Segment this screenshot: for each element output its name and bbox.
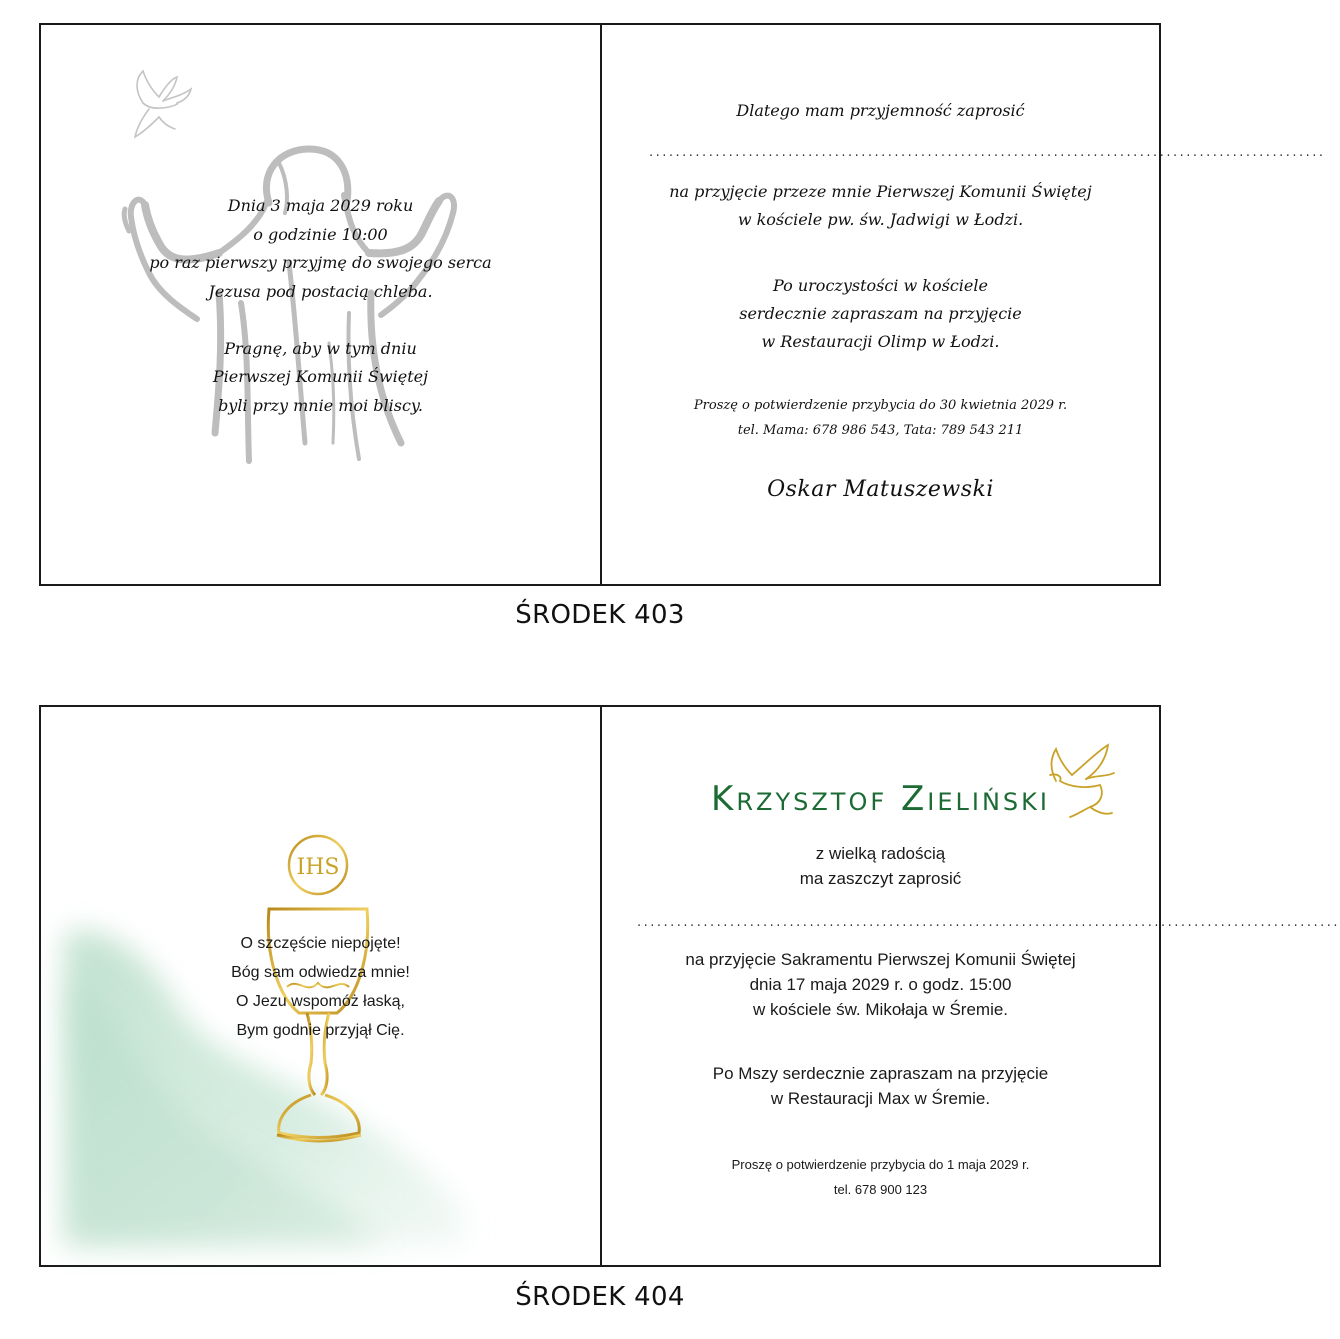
event-line: w kościele pw. św. Jadwigi w Łodzi.	[737, 210, 1024, 229]
event-text	[602, 947, 1159, 1022]
invite-intro-line: Dlatego mam przyjemność zaprosić	[736, 101, 1025, 120]
event-line: dnia 17 maja 2029 r. o godz. 15:00	[749, 975, 1012, 994]
rsvp-line: tel. Mama: 678 986 543, Tata: 789 543 211	[737, 423, 1024, 438]
card-404-right-panel	[602, 707, 1340, 1265]
poem-text	[41, 929, 600, 1045]
ceremony-line: Pierwszej Komunii Świętej	[212, 367, 429, 386]
invite-intro-line: z wielką radością	[815, 844, 946, 863]
rsvp-text	[602, 393, 1159, 443]
invite-intro	[602, 97, 1159, 125]
ceremony-line: o godzinie 10:00	[253, 224, 388, 244]
reception-line: serdecznie zapraszam na przyjęcie	[739, 304, 1022, 323]
ceremony-text	[41, 192, 600, 420]
dove-icon	[129, 67, 199, 141]
event-line: w kościele św. Mikołaja w Śremie.	[752, 1000, 1009, 1019]
celebrant-name-wrap	[602, 779, 1159, 819]
poem-line: Bym godnie przyjął Cię.	[236, 1022, 405, 1039]
card-403-right-panel	[602, 25, 1326, 584]
invite-intro-line: ma zaszczyt zaprosić	[799, 869, 962, 888]
reception-line: w Restauracji Max w Śremie.	[770, 1089, 991, 1108]
rsvp-line: tel. 678 900 123	[833, 1182, 928, 1197]
ceremony-line: po raz pierwszy przyjmę do swojego serca	[149, 253, 492, 272]
guest-name-dotted-line: ..........................................................................................................	[637, 915, 1340, 930]
reception-line: Po uroczystości w kościele	[773, 276, 988, 295]
card-404-left-panel	[41, 707, 600, 1265]
poem-line: Bóg sam odwiedza mnie!	[231, 964, 410, 981]
reception-line: Po Mszy serdecznie zapraszam na przyjęcie	[712, 1064, 1049, 1083]
caption-404: ŚRODEK 404	[515, 1282, 685, 1312]
reception-text	[602, 1061, 1159, 1111]
reception-line: w Restauracji Olimp w Łodzi.	[761, 332, 1000, 351]
celebrant-name: Krzysztof Zieliński	[711, 779, 1050, 819]
ceremony-line: Jezusa pod postacią chleba.	[208, 281, 433, 301]
chalice-monogram: IHS	[296, 855, 340, 880]
invitation-card-403	[39, 23, 1326, 586]
ceremony-line	[41, 306, 600, 335]
caption-403: ŚRODEK 403	[515, 600, 685, 630]
ceremony-line: Pragnę, aby w tym dniu	[224, 338, 417, 358]
card-403-left-panel	[41, 25, 600, 584]
rsvp-line: Proszę o potwierdzenie przybycia do 30 kwietnia 2029 r.	[693, 398, 1068, 413]
event-line: na przyjęcie Sakramentu Pierwszej Komunii Świętej	[685, 950, 1076, 969]
rsvp-text	[602, 1152, 1159, 1202]
signature: Oskar Matuszewski	[767, 477, 994, 502]
poem-line: O szczęście niepojęte!	[240, 935, 401, 952]
poem-line: O Jezu wspomóż łaską,	[236, 993, 405, 1010]
rsvp-line: Proszę o potwierdzenie przybycia do 1 maja 2029 r.	[731, 1157, 1030, 1172]
guest-name-dotted-line: ......................................................................................................	[649, 145, 1326, 160]
event-text	[602, 178, 1159, 234]
invite-intro	[602, 841, 1159, 891]
event-line: na przyjęcie przeze mnie Pierwszej Komunii Świętej	[669, 182, 1092, 201]
invitation-card-404	[39, 705, 1340, 1267]
ceremony-line: Dnia 3 maja 2029 roku	[227, 196, 414, 215]
ceremony-line: byli przy mnie moi bliscy.	[218, 395, 423, 415]
reception-text	[602, 272, 1159, 356]
